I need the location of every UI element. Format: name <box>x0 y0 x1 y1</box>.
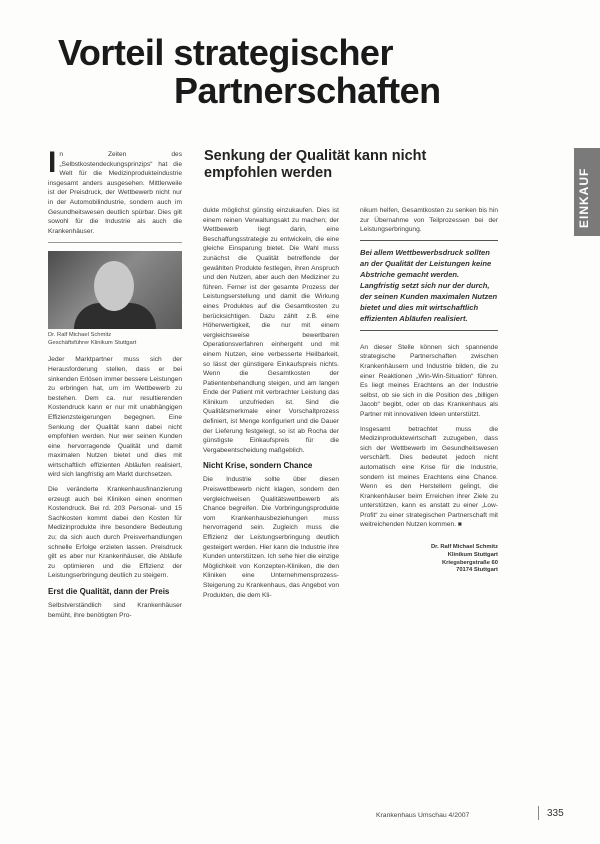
sig-line: Kriegsbergstraße 60 <box>441 559 498 566</box>
article-title <box>58 34 478 110</box>
pull-quote: Bei allem Wettbewerbsdruck sollten an der Qualität der Leistungen keine Abstriche gemacht werden. Langfristig setzt sich nur der durch, der seinen Kunden maximalen Nutzen bietet und dies mit wirtschaftlich effizienten Abläufen realisiert. <box>360 240 498 331</box>
section-tab-label: EINKAUF <box>577 167 591 228</box>
intro-paragraph <box>48 146 182 236</box>
sig-line: Klinikum Stuttgart <box>447 551 498 558</box>
section-heading <box>204 148 504 182</box>
paragraph: An dieser Stelle können sich spannende strategische Partnerschaften zwischen Krankenhäusern und Industrie bilden, die zu einer Reaktionen „Win-Win-Situation“ führen. Es liegt meines Erachtens an der Industrie selbst, ob sie sich in die Position des „billigen Jacob“ begibt, oder ob das Krankenhaus als Partner mit innovativen Ideen unterstützt. <box>360 343 498 418</box>
intro-text: n Zeiten des „Selbstkostendeckungsprinzips“ hat die Welt für die Medizinprodukteindustrie insgesamt anders ausgesehen. Mittlerweile ist der Preisdruck, der Wettbewerb nicht nur in der Automobilindustrie, sondern auch im Gesundheitswesen deutlich spürbar. Dies gilt sowohl für die Industrie als auch die Krankenhäuser. <box>48 151 182 235</box>
heading-line-2: empfohlen werden <box>204 165 333 181</box>
heading-line-1: Senkung der Qualität kann nicht <box>204 148 427 164</box>
footer-divider <box>538 806 539 820</box>
author-signature <box>360 544 498 575</box>
photo-face <box>94 261 134 311</box>
subheading: Erst die Qualität, dann der Preis <box>48 587 170 596</box>
paragraph: Jeder Marktpartner muss sich der Herausforderung stellen, dass er bei sinkenden Erlösen immer bessere Leistungen zu erbringen hat, um im Wettbewerb zu bestehen. Dem ca. nur resultierenden Kostendruck kann er nur mit unabhängigen Effizienzsteigerungen begegnen. Eine Senkung der Qualität kann dabei nicht empfohlen werden. Nur wer seinen Kunden eine hervorragende Qualität und damit maximalen Nutzen bietet und dies mit wirtschaftlich effizienten Abläufen realisiert, wird sich langfristig am Markt durchsetzen. <box>48 356 182 479</box>
paragraph: nikum helfen, Gesamtkosten zu senken bis hin zur Übernahme von Teilprozessen bei der Leistungserbringung. <box>360 207 498 234</box>
sig-line: Dr. Ralf Michael Schmitz <box>430 544 498 551</box>
dropcap: I <box>48 146 57 179</box>
section-tab <box>574 148 600 236</box>
title-line-1: Vorteil strategischer <box>58 32 393 73</box>
caption-name: Dr. Ralf Michael Schmitz <box>48 332 112 339</box>
title-line-2: Partnerschaften <box>174 70 441 111</box>
paragraph: Selbstverständlich sind Krankenhäuser bemüht, ihre benötigten Pro- <box>48 602 182 619</box>
column-2 <box>203 206 339 605</box>
caption-role: Geschäftsführer Klinikum Stuttgart <box>48 339 137 346</box>
paragraph: Insgesamt betrachtet muss die Medizinproduktewirtschaft zuzugeben, dass sich der Wettbewerb im Gesundheitswesen verschärft. Dies bedeutet jedoch nicht automatisch eine Krise für die Industrie, sondern ist meines Erachtens eine Chance. Wenn es den Herstellern gelingt, die Krankenhäuser beim Erreichen ihrer Ziele zu unterstützen, kann es anstatt zu einer „Low-Profit“ zu einer strategischen Partnerschaft mit weitreichenden Nutzen kommen. ■ <box>360 425 498 529</box>
journal-footer: Krankenhaus Umschau 4/2007 <box>376 812 470 819</box>
sig-line: 70174 Stuttgart <box>456 567 498 574</box>
author-photo <box>48 251 182 329</box>
column-1 <box>48 146 182 625</box>
paragraph: Die veränderte Krankenhausfinanzierung erzeugt auch bei Kliniken einen enormen Kostendruck. Bei rd. 203 Personal- und 15 Sachkosten kommt dabei den Kosten für Medizinprodukte ihre besondere Bedeutung zu; da sich auch durch Preisverhandlungen schnelle Erfolge erzielen lassen. Preisdruck gilt es aber nur Krankenhäuser, die Abläufe zu optimieren und die Effizienz der Leistungserbringung deutlich zu steigern. <box>48 486 182 580</box>
page-number: 335 <box>547 808 564 819</box>
subheading: Nicht Krise, sondern Chance <box>203 461 313 471</box>
photo-caption <box>48 332 182 347</box>
paragraph: Die Industrie sollte über diesen Preiswettbewerb nicht klagen, sondern den vergleichweisen Qualitätswettbewerb als Chance begreifen. Die Vorbringungsprodukte vom Krankenhausbeziehungen muss hervorragend sein. Zugleich muss die Effizienz der Leistungserbringung deutlich gesteigert werden. Hier kann die Industrie ihre Kunden unterstützen. Ich sehe hier die einzige Möglichkeit von Konzepten-Kliniken, die den Kliniken eine Unternehmensprozess-Steigerung zu Krankenhaus, das Angebot von Produkten, die dem Kli- <box>203 476 339 599</box>
column-3 <box>360 206 498 575</box>
paragraph: dukte möglichst günstig einzukaufen. Dies ist einem reinen Verwaltungsakt zu machen; der Wettbewerb liegt darin, eine Beschaffungsstrategie zu entwickeln, die eine gleiche Einsparung bietet. Die Wahl muss zunächst die Qualität betreffende der gewählten Produkte festlegen, ihren Anspruch und den Nutzen, aber auch den Mediziner zu führen. Ferner ist der gesamte Prozess der Leistungserstellung und damit die Wirkung eines Produktes auf die Gesamtkosten zu berücksichtigen. Dazu zählt z.B. eine Höherwertigkeit, die nur mit einem vergleichsweise bewertbaren Operationsverfahren einhergeht und mit einem Nutzen, eine verbesserte Heilbarkeit, so lässt der günstigere Einkaufspreis nichts. Wenn die Gesamtkosten der Patientenbehandlung steigen, und am langen Ende der Patient mit verbrachter Leistung das Klinikum unzufrieden ist. Sind die Qualitätsmerkmale einer Vorschaltprozess definiert, ist Menge konfiguriert und die Dauer der Lieferung festgelegt, so ist ab Rocha der günstigste Einkaufspreis für die Vergabeentscheidung maßgeblich. <box>203 207 339 454</box>
divider <box>48 242 182 243</box>
